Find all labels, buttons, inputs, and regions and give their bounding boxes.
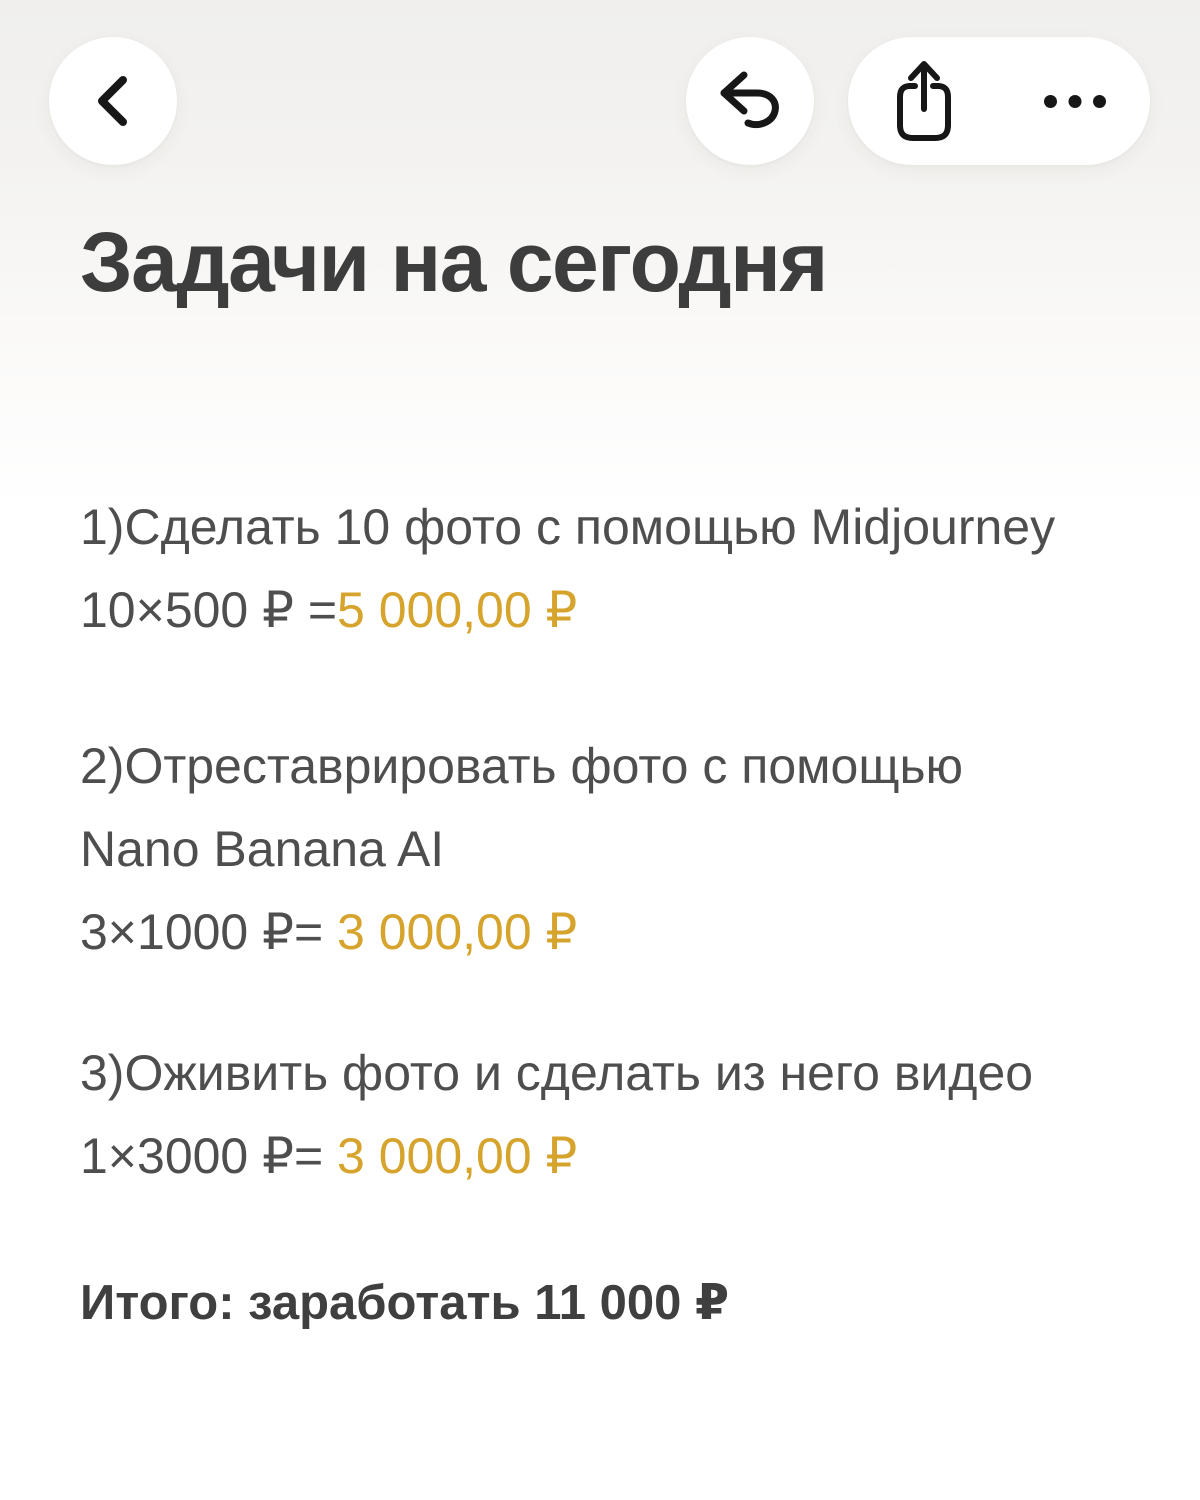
- task-3-text: 3)Оживить фото и сделать из него видео: [80, 1045, 1034, 1101]
- task-item-3: [80, 1032, 1170, 1198]
- note-title: Задачи на сегодня: [80, 215, 827, 309]
- task-2-text: 2)Отреставрировать фото с помощью: [80, 738, 964, 794]
- task-1-text: 1)Сделать 10 фото с помощью Midjourney: [80, 499, 1056, 555]
- task-item-2: [80, 725, 1170, 974]
- task-3-calc-expression: 1×3000 ₽=: [80, 1128, 324, 1184]
- task-2-calc-expression: 3×1000 ₽=: [80, 904, 324, 960]
- total-line: Итого: заработать 11 000 ₽: [80, 1276, 730, 1330]
- task-2-text-2: Nano Banana AI: [80, 821, 445, 877]
- task-1-calc-result: 5 000,00 ₽: [337, 582, 578, 638]
- task-3-calc-line: [80, 1115, 1170, 1198]
- task-3-calc-result: 3 000,00 ₽: [323, 1128, 578, 1184]
- task-2-calc-line: [80, 891, 1170, 974]
- task-1-calc-line: [80, 569, 1170, 652]
- task-item-1: [80, 486, 1170, 652]
- task-2-calc-result: 3 000,00 ₽: [323, 904, 578, 960]
- task-1-calc-expression: 10×500 ₽ =: [80, 582, 338, 638]
